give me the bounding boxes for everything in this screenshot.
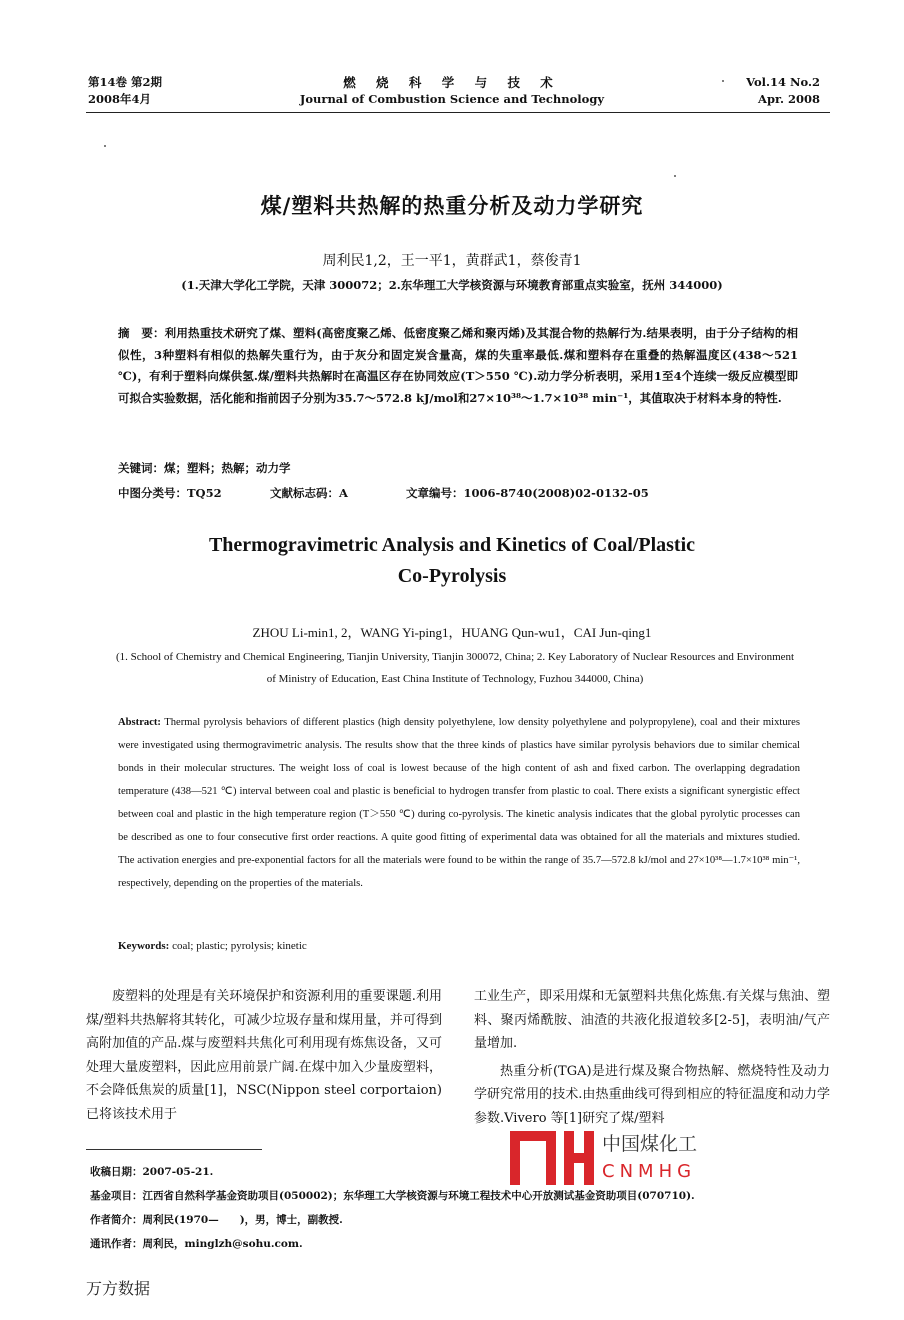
keywords-text-en: coal; plastic; pyrolysis; kinetic — [172, 940, 307, 952]
volume-issue: 第14卷 第2期 — [88, 75, 163, 89]
article-no-value: 1006-8740(2008)02-0132-05 — [463, 486, 649, 500]
footnote-rule — [86, 1149, 262, 1150]
title-en-line2: Co-Pyrolysis — [397, 565, 507, 587]
authors-en: ZHOU Li-min1, 2，WANG Yi-ping1，HUANG Qun-wu1，CAI Jun-qing1 — [252, 625, 652, 640]
body-paragraph: 工业生产，即采用煤和无氯塑料共焦化炼焦.有关煤与焦油、塑料、聚丙烯酰胺、油渣的共液化报道较多[2-5]，表明油/气产量增加. — [474, 989, 830, 1051]
abstract-text-cn: 利用热重技术研究了煤、塑料(高密度聚乙烯、低密度聚乙烯和聚丙烯)及其混合物的热解行为.结果表明，由于分子结构的相似性，3种塑料有相似的热解失重行为，由于灰分和固定炭含量高，煤的失重率最低.煤和塑料存在重叠的热解温度区(438～521 ℃)，有利于塑料向煤供氢.煤/塑料共热解时在高温区存在协同效应(T＞550 ℃).动力学分析表明，采用1至4个连续一级反应模型即可拟合实验数据，活化能和指前因子分别为35.7～572.8 kJ/mol和27×10³⁸～1.7×10³⁸ min⁻¹，其值取决于材料本身的特性. — [118, 326, 798, 405]
watermark-logo — [508, 1129, 718, 1187]
scan-speck — [674, 175, 676, 177]
header-rule — [86, 112, 830, 113]
abstract-label-en: Abstract: — [118, 717, 161, 728]
journal-issue — [88, 74, 162, 108]
journal-name-cn: 燃 烧 科 学 与 技 术 — [343, 75, 561, 90]
corresponding-author: 通讯作者：周利民，minglzh@sohu.com. — [90, 1238, 303, 1250]
vol-no: Vol.14 No.2 — [746, 75, 820, 89]
fund-info: 基金项目：江西省自然科学基金资助项目(050002)；东华理工大学核资源与环境工程技术中心开放测试基金资助项目(070710). — [90, 1190, 695, 1202]
abstract-label-cn: 摘 要： — [118, 326, 165, 340]
abstract-en — [118, 711, 800, 895]
watermark-text-en: CNMHG — [602, 1161, 697, 1182]
keywords-text-cn: 煤；塑料；热解；动力学 — [164, 461, 291, 475]
logo-mark-icon — [508, 1129, 594, 1187]
authors-cn: 周利民1,2，王一平1，黄群武1，蔡俊青1 — [322, 253, 582, 269]
clc-value: TQ52 — [187, 486, 222, 500]
source-label: 万方数据 — [86, 1279, 151, 1298]
doc-code-value: A — [339, 486, 348, 500]
publication-date: 2008年4月 — [88, 92, 152, 106]
received-date: 收稿日期：2007-05-21. — [90, 1166, 214, 1178]
body-column-right — [474, 985, 830, 1130]
article-no-label: 文章编号： — [406, 486, 464, 500]
body-paragraph: 热重分析(TGA)是进行煤及聚合物热解、燃烧特性及动力学研究常用的技术.由热重曲线可得到相应的特征温度和动力学参数.Vivero 等[1]研究了煤/塑料 — [474, 1063, 830, 1126]
doc-code — [270, 485, 348, 501]
abstract-cn — [118, 323, 798, 409]
affiliation-en: (1. School of Chemistry and Chemical Engineering, Tianjin University, Tianjin 300072, China; 2. Key Laboratory of Nuclear Resources and Environment of Ministry of Education, East China Institute of Technology, Fuzhou 344000, China) — [115, 651, 795, 685]
paper-title-en — [0, 530, 904, 592]
scan-speck — [104, 145, 106, 147]
journal-volume-en — [746, 74, 820, 108]
journal-name — [262, 74, 642, 108]
affiliation-cn: (1.天津大学化工学院，天津 300072；2.东华理工大学核资源与环境教育部重点实验室，抚州 344000) — [181, 278, 723, 292]
body-paragraph: 废塑料的处理是有关环境保护和资源利用的重要课题.利用煤/塑料共热解将其转化，可减少垃圾存量和煤用量，并可得到高附加值的产品.煤与废塑料共焦化可利用现有炼焦设备，又可处理大量废塑料，因此应用前景广阔.在煤中加入少量废塑料，不会降低焦炭的质量[1]，NSC(Nippon steel corportaion)已将该技术用于 — [86, 989, 442, 1122]
paper-title-cn: 煤/塑料共热解的热重分析及动力学研究 — [260, 193, 644, 218]
pub-month: Apr. 2008 — [758, 92, 820, 106]
article-number — [406, 485, 649, 501]
keywords-cn — [118, 460, 291, 476]
keywords-label-cn: 关键词： — [118, 461, 164, 475]
keywords-en — [118, 940, 307, 952]
abstract-text-en: Thermal pyrolysis behaviors of different plastics (high density polyethylene, low density polyethylene and polypropylene), coal and their mixtures were investigated using thermogravimetric analysis. The results show that the three kinds of plastics have similar pyrolysis behaviors due to similar chemical bonds in their molecular structures. The weight loss of coal is lowest because of the high content of ash and fixed carbon. The overlapping degradation temperature (438—521 ℃) interval between coal and plastic is beneficial to hydrogen transfer from plastic to coal. There exists a significant synergistic effect between coal and plastic in the high temperature region (T＞550 ℃) during co-pyrolysis. The kinetic analysis indicates that the global pyrolytic processes can be described as one to four consecutive first order reactions. A quite good fitting of experimental data was obtained for all the materials and mixtures studied. The activation energies and pre-exponential factors for all the materials were found to be within the range of 35.7—572.8 kJ/mol and 27×10³⁸—1.7×10³⁸ min⁻¹, respectively, depending on the properties of the materials. — [118, 717, 800, 889]
clc-number — [118, 485, 222, 501]
keywords-label-en: Keywords: — [118, 940, 170, 952]
watermark-text-cn: 中国煤化工 — [602, 1133, 698, 1155]
doc-code-label: 文献标志码： — [270, 486, 339, 500]
clc-label: 中图分类号： — [118, 486, 187, 500]
scan-speck — [722, 80, 724, 82]
author-bio: 作者简介：周利民(1970— )，男，博士，副教授. — [90, 1214, 343, 1226]
title-en-line1: Thermogravimetric Analysis and Kinetics of Coal/Plastic — [208, 534, 696, 556]
body-column-left — [86, 985, 442, 1126]
journal-name-en: Journal of Combustion Science and Technology — [299, 92, 605, 106]
